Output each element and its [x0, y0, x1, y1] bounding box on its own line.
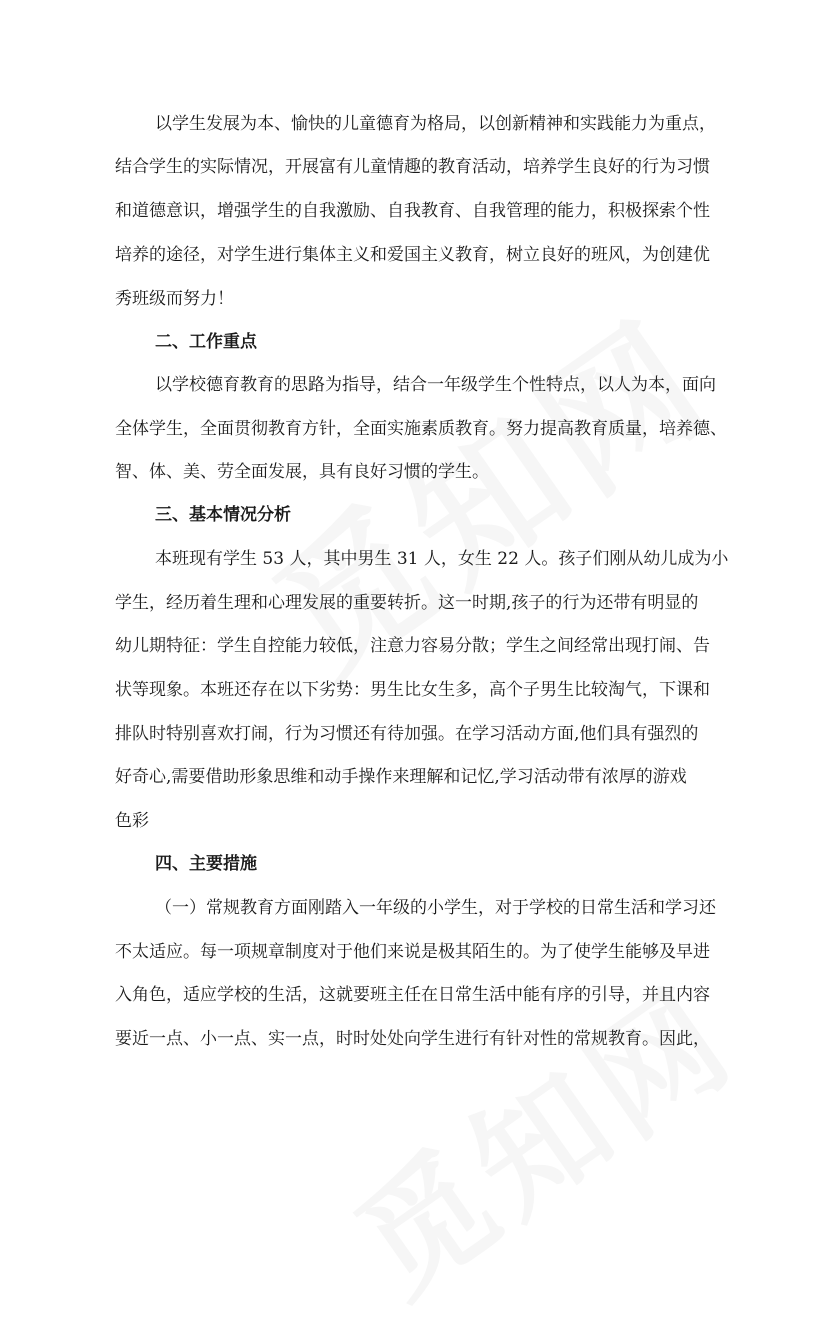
- paragraph-line: 入角色，适应学校的生活，这就要班主任在日常生活中能有序的引导，并且内容: [115, 985, 710, 1005]
- paragraph-line: 培养的途径，对学生进行集体主义和爱国主义教育，树立良好的班风，为创建优: [115, 245, 710, 265]
- paragraph-line: 和道德意识，增强学生的自我激励、自我教育、自我管理的能力，积极探索个性: [115, 201, 710, 221]
- paragraph-line: 排队时特别喜欢打闹，行为习惯还有待加强。在学习活动方面,他们具有强烈的: [115, 724, 699, 744]
- paragraph-line: 智、体、美、劳全面发展，具有良好习惯的学生。: [115, 462, 489, 482]
- paragraph-line: 不太适应。每一项规章制度对于他们来说是极其陌生的。为了使学生能够及早进: [115, 942, 710, 962]
- section-heading: 四、主要措施: [155, 854, 257, 874]
- paragraph-line: 幼儿期特征：学生自控能力较低，注意力容易分散；学生之间经常出现打闹、告: [115, 636, 710, 656]
- paragraph-line: 学生，经历着生理和心理发展的重要转折。这一时期,孩子的行为还带有明显的: [115, 593, 699, 613]
- paragraph-line: 以学生发展为本、愉快的儿童德育为格局，以创新精神和实践能力为重点，: [155, 114, 716, 134]
- paragraph-line: 本班现有学生 53 人，其中男生 31 人，女生 22 人。孩子们刚从幼儿成为小: [155, 549, 729, 569]
- paragraph-line: 以学校德育教育的思路为指导，结合一年级学生个性特点，以人为本，面向: [155, 375, 716, 395]
- paragraph-line: 状等现象。本班还存在以下劣势：男生比女生多，高个子男生比较淘气，下课和: [115, 680, 710, 700]
- section-heading: 三、基本情况分析: [155, 505, 291, 525]
- paragraph-line: 好奇心,需要借助形象思维和动手操作来理解和记忆,学习活动带有浓厚的游戏: [115, 767, 687, 787]
- paragraph-line: 色彩: [115, 811, 149, 831]
- paragraph-line: 秀班级而努力！: [115, 289, 234, 309]
- paragraph-line: （一）常规教育方面刚踏入一年级的小学生，对于学校的日常生活和学习还: [155, 898, 716, 918]
- paragraph-line: 结合学生的实际情况，开展富有儿童情趣的教育活动，培养学生良好的行为习惯: [115, 157, 710, 177]
- section-heading: 二、工作重点: [155, 332, 257, 352]
- paragraph-line: 要近一点、小一点、实一点，时时处处向学生进行有针对性的常规教育。因此，: [115, 1029, 710, 1049]
- paragraph-line: 全体学生，全面贯彻教育方针，全面实施素质教育。努力提高教育质量，培养德、: [115, 419, 727, 439]
